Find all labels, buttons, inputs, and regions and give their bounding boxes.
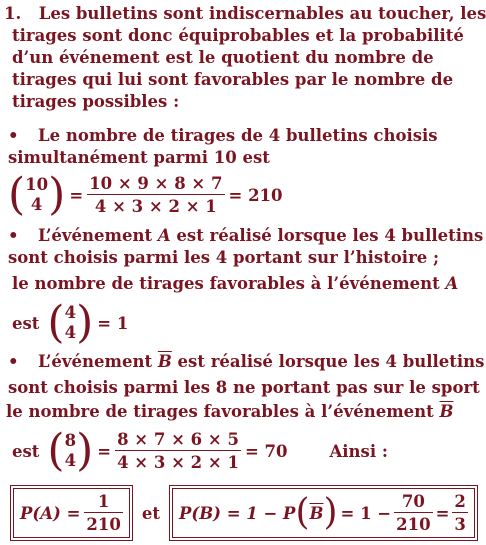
bullet2-line3: le nombre de tirages favorables à l’événement A <box>12 274 459 293</box>
bullet3-formula: est ( 8 4 ) = $\frac{8 \times 7 \times 6 \times 5}{4 \times 3 \times 2 \times 1}$ = 70 Ainsi : <box>12 425 388 476</box>
bullet1-line2: simultanément parmi 10 est <box>8 148 270 167</box>
ainsi-label: Ainsi : <box>329 441 388 461</box>
bullet2-line1: • L’événement A est réalisé lorsque les 4 bulletins <box>8 226 484 245</box>
bullet1-text1: Le nombre de tirages de 4 bulletins choisis <box>38 126 438 145</box>
bullet3-line1: • L’événement $\overline{B}$ est réalisé lorsque les 4 bulletins <box>8 352 485 371</box>
bullet3-line2: sont choisis parmi les 8 ne portant pas sur le sport <box>8 378 480 397</box>
binom-4-4: 4 4 <box>64 303 77 342</box>
bullet1-formula: ( 10 4 ) = $\frac{10 \times 9 \times 8 \times 7}{4 \times 3 \times 2 \times 1}$ = 210 <box>8 169 283 220</box>
para1-line2: tirages sont donc équiprobables et la probabilité <box>12 26 464 45</box>
pa-result-box: P(A) = $\frac{1}{210}$ <box>10 485 133 541</box>
left-paren: ( <box>8 169 26 220</box>
bullet3-line3: le nombre de tirages favorables à l’événement $\overline{B}$ <box>6 402 454 421</box>
binom-10-4: 10 4 <box>25 175 49 214</box>
fraction-b-cases: $\frac{8 \times 7 \times 6 \times 5}{4 \times 3 \times 2 \times 1}$ <box>117 430 239 472</box>
right-paren: ) <box>76 425 94 476</box>
para1-line4: tirages qui lui sont favorables par le nombre de <box>12 70 454 89</box>
fraction-arrangements: $\frac{10 \times 9 \times 8 \times 7}{4 \times 3 \times 2 \times 1}$ <box>89 174 223 216</box>
pa-fraction: $\frac{1}{210}$ <box>86 492 121 534</box>
pb-fraction-1: $\frac{70}{210}$ <box>396 492 431 534</box>
bullet2-line2: sont choisis parmi les 4 portant sur l’histoire ; <box>8 248 440 267</box>
final-results <box>10 486 478 540</box>
pb-result-box: P(B) = 1 − P ( $\overline{B}$ ) = 1 − $\frac{70}{210}$ = $\frac{2}{3}$ <box>169 485 478 541</box>
bullet-icon: • <box>8 226 19 245</box>
para1-text1: Les bulletins sont indiscernables au toucher, les <box>38 4 486 23</box>
et-label: et <box>141 503 160 523</box>
bullet-icon: • <box>8 352 19 371</box>
bullet2-formula: est ( 4 4 ) = 1 <box>12 297 129 348</box>
binom-8-4: 8 4 <box>64 431 77 470</box>
para1-line5: tirages possibles : <box>12 92 180 111</box>
left-paren: ( <box>47 425 65 476</box>
pb-fraction-2: $\frac{2}{3}$ <box>454 492 466 534</box>
right-paren: ) <box>76 297 94 348</box>
para1-line1 <box>4 4 486 24</box>
bullet1-line1 <box>8 126 438 146</box>
section-number: 1. <box>4 4 22 23</box>
para1-line3: d’un événement est le quotient du nombre de <box>12 48 434 67</box>
left-paren: ( <box>47 297 65 348</box>
right-paren: ) <box>48 169 66 220</box>
bullet-icon: • <box>8 126 19 145</box>
